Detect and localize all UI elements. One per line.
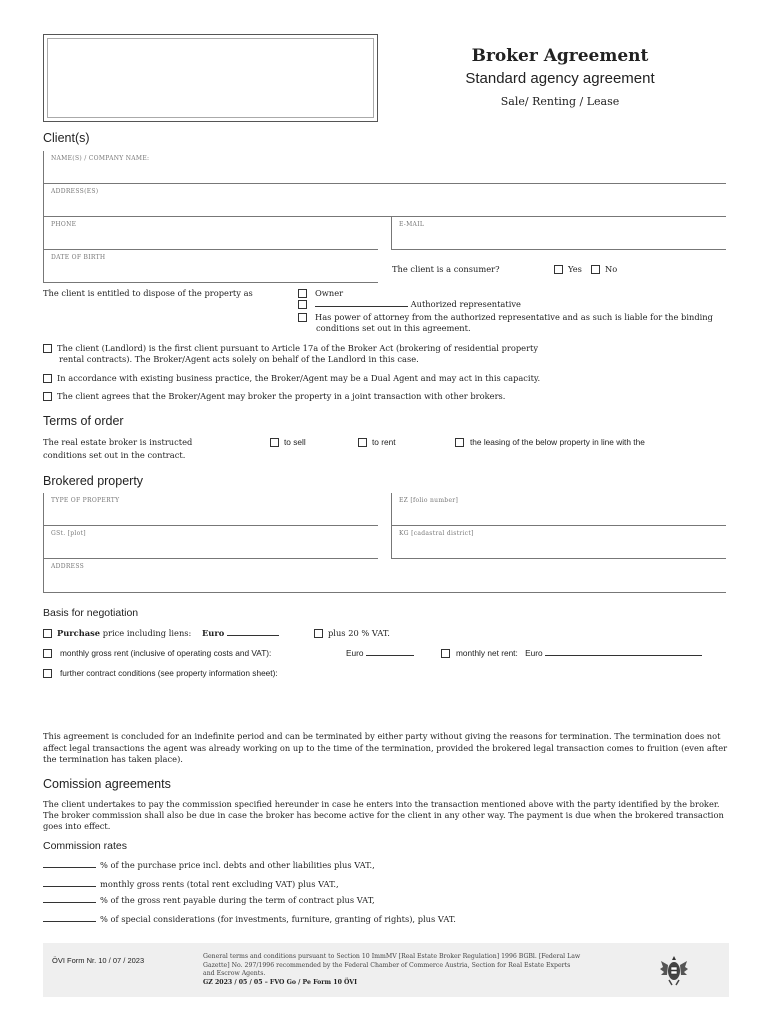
joint-checkbox[interactable] <box>43 392 52 401</box>
leasing-option[interactable]: the leasing of the below property in line with the <box>455 437 645 448</box>
yes-checkbox[interactable] <box>554 265 563 274</box>
ez-field[interactable] <box>391 493 726 526</box>
monthly-net-checkbox[interactable] <box>441 649 450 658</box>
rate-row[interactable]: % of the purchase price incl. debts and other liabilities plus VAT., <box>43 860 375 871</box>
rate-row[interactable]: % of the gross rent payable during the term of contract plus VAT, <box>43 895 375 906</box>
instructed-text-line1: The real estate broker is instructed <box>43 437 193 447</box>
address-field[interactable] <box>43 184 726 217</box>
terms-heading: Terms of order <box>43 414 124 428</box>
form-number: ÖVI Form Nr. 10 / 07 / 2023 <box>52 956 145 965</box>
phone-field-label: PHONE <box>51 221 77 228</box>
logo-placeholder-box <box>43 34 378 122</box>
purchase-option[interactable]: Purchase price including liens: Euro <box>43 628 279 639</box>
consumer-yes[interactable]: Yes <box>554 264 582 275</box>
property-type-field[interactable] <box>43 493 378 526</box>
landlord-checkbox[interactable] <box>43 344 52 353</box>
poa-checkbox[interactable] <box>298 313 307 322</box>
owner-checkbox[interactable] <box>298 289 307 298</box>
dob-field[interactable] <box>43 250 378 283</box>
document-subtitle: Standard agency agreement <box>465 70 655 87</box>
landlord-option[interactable]: The client (Landlord) is the first client pursuant to Article 17a of the Broker Act (brokering of residential property <box>43 343 538 354</box>
commission-rates-heading: Commission rates <box>43 840 128 852</box>
gst-field[interactable] <box>43 526 378 559</box>
address-field-label: ADDRESS(ES) <box>51 188 99 195</box>
owner-option[interactable]: Owner <box>298 288 343 299</box>
purchase-euro: Euro <box>201 628 225 638</box>
consumer-no[interactable]: No <box>591 264 617 275</box>
dob-field-label: DATE OF BIRTH <box>51 254 106 261</box>
clients-heading: Client(s) <box>43 131 90 145</box>
to-sell-checkbox[interactable] <box>270 438 279 447</box>
further-conditions-checkbox[interactable] <box>43 669 52 678</box>
landlord-text-line2: rental contracts). The Broker/Agent acts solely on behalf of the Landlord in this case. <box>59 354 419 364</box>
rate-blank[interactable] <box>43 886 96 887</box>
gst-label: GSt. [plot] <box>51 530 86 537</box>
to-rent-checkbox[interactable] <box>358 438 367 447</box>
instructed-text-line2: conditions set out in the contract. <box>43 450 186 460</box>
to-rent-option[interactable]: to rent <box>358 437 396 448</box>
entitled-text: The client is entitled to dispose of the property as <box>43 288 253 298</box>
footer-terms: General terms and conditions pursuant to Section 10 ImmMV [Real Estate Broker Regulation] 1996 BGBl. [Federal Law Gazette] No. 297/1996 recommended by the Federal Chamber of Commerce Austria, Section for Real Estate Experts and Escrow Agents. GZ 2023 / 05 / 05 – FVO Go / Pe Form 10 ÖVI <box>203 953 581 986</box>
property-type-label: TYPE OF PROPERTY <box>51 497 120 504</box>
poa-option[interactable]: Has power of attorney from the authorized representative and as such is liable for the binding <box>298 312 713 323</box>
monthly-gross-blank[interactable] <box>366 655 414 656</box>
authorized-option[interactable]: Authorized representative <box>298 299 521 310</box>
document-type: Sale/ Renting / Lease <box>500 95 620 108</box>
property-address-label: ADDRESS <box>51 563 85 570</box>
dual-agent-checkbox[interactable] <box>43 374 52 383</box>
plus-vat-checkbox[interactable] <box>314 629 323 638</box>
purchase-checkbox[interactable] <box>43 629 52 638</box>
authorized-blank[interactable] <box>315 306 408 307</box>
monthly-gross-option[interactable]: monthly gross rent (inclusive of operating costs and VAT): <box>43 648 271 659</box>
commission-paragraph: The client undertakes to pay the commission specified hereunder in case he enters into the transaction mentioned above with the party identified by the broker. The broker commission shall also be due in case the broker has become active for the client in any other way. The payment is due when the brokered transaction goes into effect. <box>43 799 724 831</box>
phone-field[interactable] <box>43 217 378 250</box>
negotiation-heading: Basis for negotiation <box>43 607 139 619</box>
kg-label: KG [cadastral district] <box>399 530 474 537</box>
document-title: Broker Agreement <box>471 46 649 66</box>
kg-field[interactable] <box>391 526 726 559</box>
footer-gz: GZ 2023 / 05 / 05 – FVO Go / Pe Form 10 ÖVI <box>203 978 358 986</box>
further-conditions-option[interactable]: further contract conditions (see property information sheet): <box>43 668 278 679</box>
property-address-field[interactable] <box>43 559 726 593</box>
austrian-eagle-seal-icon <box>659 952 689 988</box>
leasing-checkbox[interactable] <box>455 438 464 447</box>
rate-row[interactable]: % of special considerations (for investments, furniture, granting of rights), plus VAT. <box>43 914 456 925</box>
joint-option[interactable]: The client agrees that the Broker/Agent may broker the property in a joint transaction with other brokers. <box>43 391 505 402</box>
no-checkbox[interactable] <box>591 265 600 274</box>
to-sell-option[interactable]: to sell <box>270 437 306 448</box>
rate-blank[interactable] <box>43 867 96 868</box>
email-field-label: E-MAIL <box>399 221 425 228</box>
monthly-net-option[interactable]: monthly net rent: Euro <box>441 648 702 659</box>
rate-blank[interactable] <box>43 921 96 922</box>
authorized-checkbox[interactable] <box>298 300 307 309</box>
footer <box>43 943 729 997</box>
consumer-question: The client is a consumer? <box>392 264 500 274</box>
agreement-paragraph: This agreement is concluded for an indefinite period and can be terminated by either party without giving the reasons for termination. The termination does not affect legal transactions the agent was already working on up to the time of the termination, provided the brokered legal transaction comes to fruition (even after the termination has taken place). <box>43 731 728 764</box>
email-field[interactable] <box>391 217 726 250</box>
property-heading: Brokered property <box>43 474 144 488</box>
dual-agent-option[interactable]: In accordance with existing business practice, the Broker/Agent may be a Dual Agent and may act in this capacity. <box>43 373 540 384</box>
purchase-amount-blank[interactable] <box>227 635 279 636</box>
monthly-gross-checkbox[interactable] <box>43 649 52 658</box>
monthly-net-blank[interactable] <box>545 655 702 656</box>
rate-row[interactable]: monthly gross rents (total rent excluding VAT) plus VAT., <box>43 879 339 890</box>
rate-blank[interactable] <box>43 902 96 903</box>
monthly-gross-amount[interactable]: Euro <box>346 648 414 659</box>
ez-label: EZ [folio number] <box>399 497 459 504</box>
commission-heading: Comission agreements <box>43 777 171 791</box>
plus-vat-option[interactable]: plus 20 % VAT. <box>314 628 390 639</box>
poa-text-line2: conditions set out in this agreement. <box>316 323 471 333</box>
name-field-label: NAME(S) / COMPANY NAME: <box>51 155 150 162</box>
name-field[interactable] <box>43 151 726 184</box>
